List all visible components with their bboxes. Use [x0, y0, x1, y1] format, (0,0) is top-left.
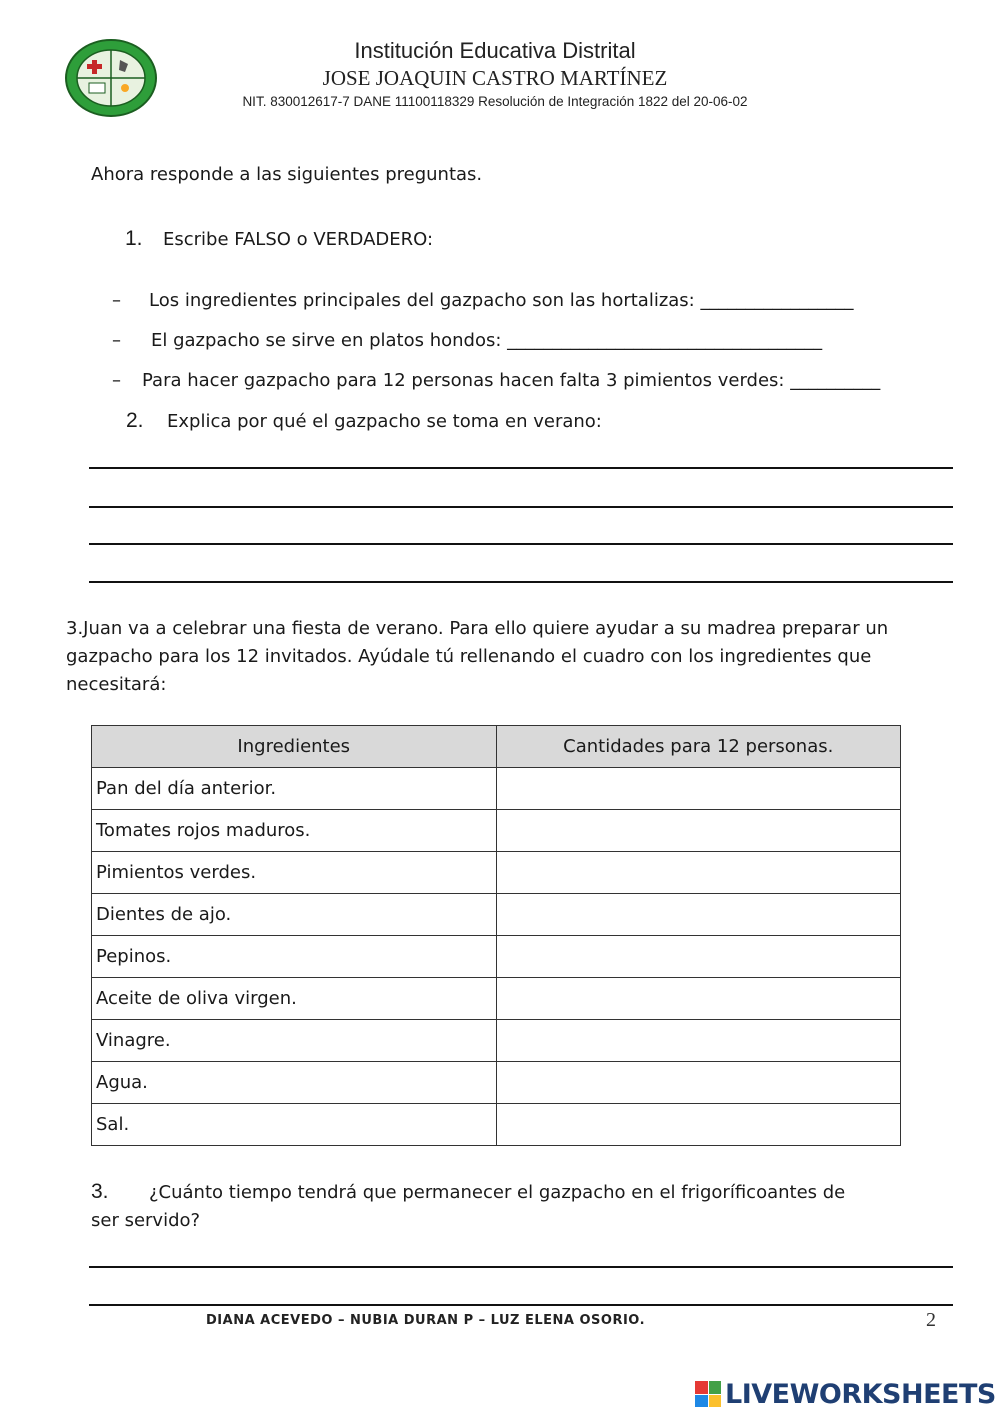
- ingredient-cell: Agua.: [92, 1062, 497, 1104]
- footer-rule: [89, 1304, 953, 1306]
- quantity-cell[interactable]: [496, 894, 901, 936]
- q1-item-1-dash: –: [112, 290, 121, 311]
- quantity-cell[interactable]: [496, 852, 901, 894]
- q4-text-line-1: ¿Cuánto tiempo tendrá que permanecer el gazpacho en el frigoríficoantes de: [149, 1182, 846, 1203]
- answer-line-1[interactable]: [89, 467, 953, 469]
- quantity-cell[interactable]: [496, 1020, 901, 1062]
- school-name: JOSE JOAQUIN CASTRO MARTÍNEZ: [322, 66, 668, 90]
- quantity-cell[interactable]: [496, 1104, 901, 1146]
- ingredient-cell: Pimientos verdes.: [92, 852, 497, 894]
- table-row: [92, 894, 901, 936]
- q4-number: 3.: [91, 1180, 109, 1203]
- ingredient-cell: Pepinos.: [92, 936, 497, 978]
- table-row: [92, 810, 901, 852]
- ingredient-cell: Tomates rojos maduros.: [92, 810, 497, 852]
- q3-text-line-1: 3.Juan va a celebrar una fiesta de verano. Para ello quiere ayudar a su madrea preparar un: [66, 618, 889, 639]
- liveworksheets-logo-icon: [695, 1381, 721, 1407]
- ingredient-cell: Dientes de ajo.: [92, 894, 497, 936]
- q1-item-2-dash: –: [112, 330, 121, 351]
- q1-item-2[interactable]: El gazpacho se sirve en platos hondos: ___________________________________: [151, 330, 823, 351]
- table-row: [92, 978, 901, 1020]
- q1-number: 1.: [125, 227, 143, 250]
- header-ingredients: Ingredientes: [92, 726, 497, 768]
- quantity-cell[interactable]: [496, 768, 901, 810]
- liveworksheets-watermark: [695, 1376, 996, 1412]
- table-header-row: [92, 726, 901, 768]
- quantity-cell[interactable]: [496, 810, 901, 852]
- table-row: [92, 768, 901, 810]
- q1-item-3-dash: –: [112, 370, 121, 391]
- page-number: 2: [926, 1309, 936, 1331]
- answer-line-5[interactable]: [89, 1266, 953, 1268]
- q3-text-line-3: necesitará:: [66, 674, 167, 695]
- intro-text: Ahora responde a las siguientes preguntas.: [91, 164, 483, 185]
- ingredient-cell: Aceite de oliva virgen.: [92, 978, 497, 1020]
- answer-line-3[interactable]: [89, 543, 953, 545]
- quantity-cell[interactable]: [496, 1062, 901, 1104]
- table-row: [92, 1104, 901, 1146]
- q2-number: 2.: [126, 409, 144, 432]
- table-row: [92, 1062, 901, 1104]
- q4-text-line-2: ser servido?: [91, 1210, 201, 1231]
- ingredient-cell: Sal.: [92, 1104, 497, 1146]
- header-quantities: Cantidades para 12 personas.: [496, 726, 901, 768]
- q1-item-3[interactable]: Para hacer gazpacho para 12 personas hacen falta 3 pimientos verdes: __________: [142, 370, 881, 391]
- quantity-cell[interactable]: [496, 936, 901, 978]
- table-row: [92, 936, 901, 978]
- quantity-cell[interactable]: [496, 978, 901, 1020]
- ingredient-cell: Pan del día anterior.: [92, 768, 497, 810]
- answer-line-4[interactable]: [89, 581, 953, 583]
- institution-title: Institución Educativa Distrital: [354, 38, 636, 63]
- ingredients-table: [91, 725, 901, 1146]
- q1-title: Escribe FALSO o VERDADERO:: [163, 229, 434, 250]
- registration-info: NIT. 830012617-7 DANE 11100118329 Resolución de Integración 1822 del 20-06-02: [242, 94, 748, 109]
- table-row: [92, 1020, 901, 1062]
- liveworksheets-text: LIVEWORKSHEETS: [725, 1378, 996, 1410]
- school-seal-logo: [64, 38, 158, 118]
- table-row: [92, 852, 901, 894]
- q2-title: Explica por qué el gazpacho se toma en verano:: [167, 411, 602, 432]
- q3-text-line-2: gazpacho para los 12 invitados. Ayúdale tú rellenando el cuadro con los ingredientes que: [66, 646, 872, 667]
- answer-line-2[interactable]: [89, 506, 953, 508]
- footer-authors: DIANA ACEVEDO – NUBIA DURAN P – LUZ ELENA OSORIO.: [206, 1313, 646, 1328]
- ingredient-cell: Vinagre.: [92, 1020, 497, 1062]
- q1-item-1[interactable]: Los ingredientes principales del gazpacho son las hortalizas: _________________: [149, 290, 854, 311]
